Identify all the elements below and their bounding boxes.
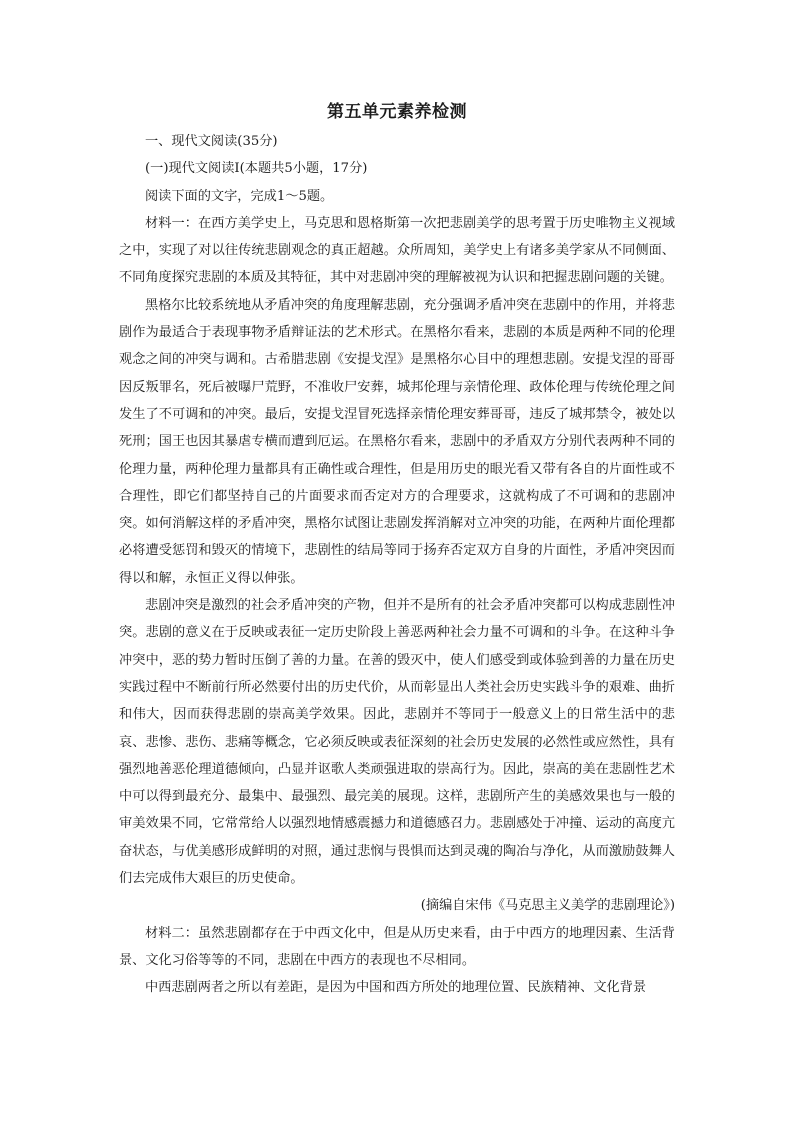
instruction-text: 阅读下面的文字，完成1～5题。 [145,188,334,204]
page-title: 第五单元素养检测 [327,102,467,122]
paragraph-east-west: 中西悲剧两者之所以有差距，是因为中国和西方所处的地理位置、民族精神、文化背景 [145,980,647,996]
document-body [119,128,675,1002]
source-note: (摘编自宋伟《马克思主义美学的悲剧理论》) [420,898,675,914]
subsection-heading: (一)现代文阅读Ⅰ(本题共5小题，17分) [145,161,368,177]
paragraph-material-one: 材料一：在西方美学史上，马克思和恩格斯第一次把悲剧美学的思考置于历史唯物主义视域之中，实现了对以往传统悲剧观念的真正超越。众所周知，美学史上有诸多美学家从不同侧面、不同角度探究悲剧的本质及其特征，其中对悲剧冲突的理解被视为认识和把握悲剧问题的关键。 [119,215,675,286]
paragraph-tragic-conflict: 悲剧冲突是激烈的社会矛盾冲突的产物，但并不是所有的社会矛盾冲突都可以构成悲剧性冲突。悲剧的意义在于反映或表征一定历史阶段上善恶两种社会力量不可调和的斗争。在这种斗争冲突中，恶的势力暂时压倒了善的力量。在善的毁灭中，使人们感受到或体验到善的力量在历史实践过程中不断前行所必然要付出的历史代价，从而彰显出人类社会历史实践斗争的艰难、曲折和伟大，因而获得悲剧的崇高美学效果。因此，悲剧并不等同于一般意义上的日常生活中的悲哀、悲惨、悲伤、悲痛等概念，它必须反映或表征深刻的社会历史发展的必然性或应然性，具有强烈地善恶伦理道德倾向，凸显并讴歌人类顽强进取的崇高行为。因此，崇高的美在悲剧性艺术中可以得到最充分、最集中、最强烈、最完美的展现。这样，悲剧所产生的美感效果也与一般的审美效果不同，它常常给人以强烈地情感震撼力和道德感召力。悲剧感处于冲撞、运动的高度亢奋状态，与优美感形成鲜明的对照，通过悲悯与畏惧而达到灵魂的陶冶与净化，从而激励鼓舞人们去完成伟大艰巨的历史使命。 [119,598,675,887]
paragraph-material-two: 材料二：虽然悲剧都存在于中西文化中，但是从历史来看，由于中西方的地理因素、生活背景、文化习俗等等的不同，悲剧在中西方的表现也不尽相同。 [119,925,675,968]
section-heading: 一、现代文阅读(35分) [145,134,278,149]
paragraph-hegel: 黑格尔比较系统地从矛盾冲突的角度理解悲剧，充分强调矛盾冲突在悲剧中的作用，并将悲剧作为最适合于表现事物矛盾辩证法的艺术形式。在黑格尔看来，悲剧的本质是两种不同的伦理观念之间的冲突与调和。古希腊悲剧《安提戈涅》是黑格尔心目中的理想悲剧。安提戈涅的哥哥因反叛罪名，死后被曝尸荒野，不准收尸安葬，城邦伦理与亲情伦理、政体伦理与传统伦理之间发生了不可调和的冲突。最后，安提戈涅冒死选择亲情伦理安葬哥哥，违反了城邦禁令，被处以死刑；国王也因其暴虐专横而遭到厄运。在黑格尔看来，悲剧中的矛盾双方分别代表两种不同的伦理力量，两种伦理力量都具有正确性或合理性，但是用历史的眼光看又带有各自的片面性或不合理性，即它们都坚持自己的片面要求而否定对方的合理要求，这就构成了不可调和的悲剧冲突。如何消解这样的矛盾冲突，黑格尔试图让悲剧发挥消解对立冲突的功能，在两种片面伦理都必将遭受惩罚和毁灭的情境下，悲剧性的结局等同于扬弃否定双方自身的片面性，矛盾冲突因而得以和解，永恒正义得以伸张。 [119,297,675,586]
